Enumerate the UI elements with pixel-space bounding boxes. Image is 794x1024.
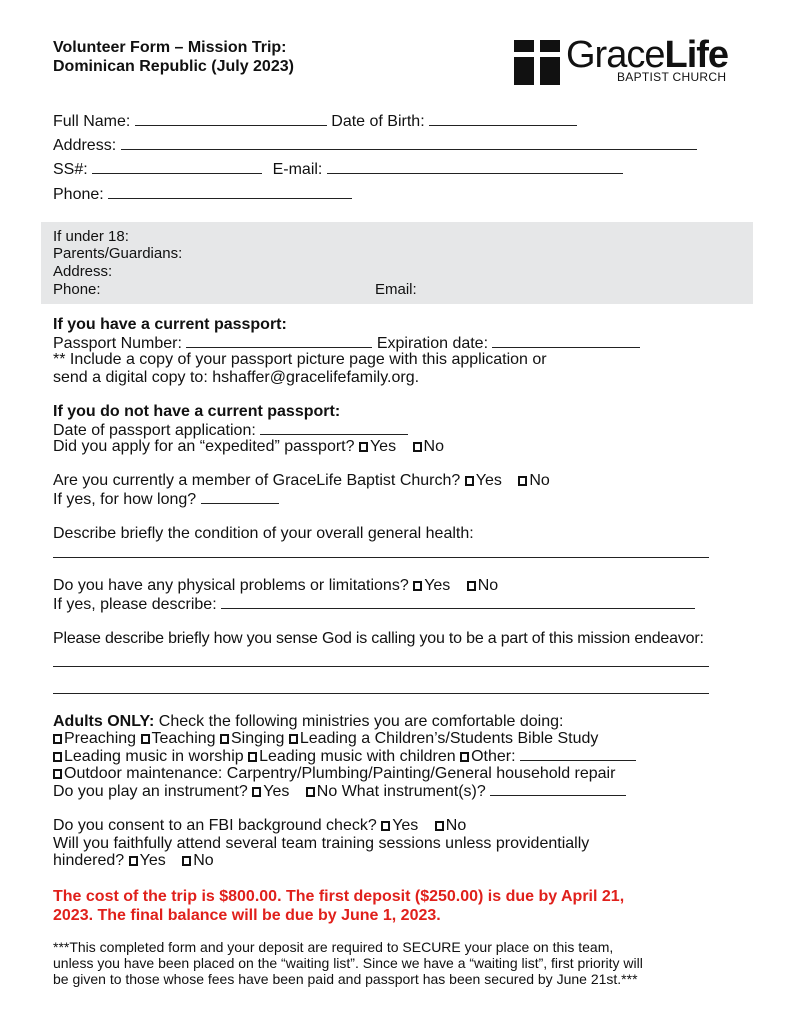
phone-row: [53, 184, 352, 205]
checkbox-icon[interactable]: [53, 752, 62, 762]
fbi-yes-option[interactable]: Yes: [381, 817, 418, 834]
checkbox-icon[interactable]: [413, 581, 422, 591]
under18-label: If under 18:: [53, 228, 129, 245]
member-question: Are you currently a member of GraceLife Baptist Church?: [53, 472, 461, 489]
cross-logo-icon: [514, 40, 560, 85]
training-yes-option[interactable]: Yes: [129, 852, 166, 869]
expiration-label: Expiration date:: [376, 335, 489, 352]
bible-study-option[interactable]: Leading a Children’s/Students Bible Study: [289, 730, 599, 747]
preaching-option[interactable]: Preaching: [53, 730, 136, 747]
checkbox-icon[interactable]: [141, 734, 150, 744]
footer-note: [53, 939, 753, 987]
logo-subtitle: BAPTIST CHURCH: [617, 70, 727, 84]
other-field[interactable]: [520, 746, 636, 761]
footer-line2: unless you have been placed on the “waiting list”. Since we have a “waiting list”, first priority will: [53, 955, 643, 971]
minor-address-label[interactable]: Address:: [53, 263, 113, 280]
checkbox-icon[interactable]: [53, 734, 62, 744]
how-long-label: If yes, for how long?: [53, 491, 197, 508]
checkbox-icon[interactable]: [413, 442, 422, 452]
adults-only-label: Adults ONLY:: [53, 713, 155, 730]
member-no-option[interactable]: No: [518, 471, 549, 491]
health-field[interactable]: [53, 557, 709, 558]
cost-notice-line2: 2023. The final balance will be due by June 1, 2023.: [53, 907, 441, 924]
ss-field[interactable]: [92, 159, 262, 174]
member-row: [53, 471, 550, 491]
calling-field-line1[interactable]: [53, 666, 709, 667]
checkbox-icon[interactable]: [53, 769, 62, 779]
application-date-label: Date of passport application:: [53, 422, 256, 439]
expiration-field[interactable]: [492, 333, 640, 348]
checkbox-icon[interactable]: [518, 476, 527, 486]
maintenance-option[interactable]: Outdoor maintenance: Carpentry/Plumbing/Painting/General household repair: [53, 765, 615, 782]
worship-music-option[interactable]: Leading music in worship: [53, 748, 244, 765]
dob-field[interactable]: [429, 111, 577, 126]
children-music-option[interactable]: Leading music with children: [248, 748, 456, 765]
checkbox-icon[interactable]: [467, 581, 476, 591]
application-date-field[interactable]: [260, 420, 408, 435]
cost-notice: [53, 887, 753, 925]
guardians-label[interactable]: Parents/Guardians:: [53, 245, 183, 262]
fbi-no-option[interactable]: No: [435, 816, 466, 836]
phone-label: Phone:: [53, 186, 104, 203]
checkbox-icon[interactable]: [248, 752, 257, 762]
email-label: E-mail:: [272, 161, 323, 178]
name-dob-row: [53, 111, 577, 132]
describe-label: If yes, please describe:: [53, 596, 217, 613]
logo-wordmark-light: Grace: [566, 34, 665, 76]
fbi-question: Do you consent to an FBI background check?: [53, 817, 377, 834]
checkbox-icon[interactable]: [306, 787, 315, 797]
expedited-row: [53, 437, 444, 457]
dob-label: Date of Birth:: [331, 113, 425, 130]
form-title-line2: Dominican Republic (July 2023): [53, 58, 294, 75]
how-long-row: [53, 489, 279, 510]
singing-option[interactable]: Singing: [220, 730, 284, 747]
describe-row: [53, 594, 695, 615]
cost-notice-line1: The cost of the trip is $800.00. The first deposit ($250.00) is due by April 21,: [53, 888, 625, 905]
passport-number-field[interactable]: [186, 333, 372, 348]
which-instrument-field[interactable]: [490, 781, 626, 796]
checkbox-icon[interactable]: [381, 821, 390, 831]
other-option[interactable]: Other:: [460, 748, 515, 765]
which-instrument-label: What instrument(s)?: [341, 783, 486, 800]
health-label: Describe briefly the condition of your overall general health:: [53, 525, 474, 542]
address-field[interactable]: [121, 135, 697, 150]
minor-phone-label[interactable]: Phone:: [53, 281, 101, 298]
phone-field[interactable]: [108, 184, 352, 199]
instrument-question: Do you play an instrument?: [53, 783, 248, 800]
how-long-field[interactable]: [201, 489, 279, 504]
form-title: [53, 38, 294, 76]
physical-question: Do you have any physical problems or limitations?: [53, 577, 409, 594]
teaching-option[interactable]: Teaching: [141, 730, 216, 747]
logo-wordmark-bold: Life: [664, 34, 729, 76]
checkbox-icon[interactable]: [359, 442, 368, 452]
passport-number-label: Passport Number:: [53, 335, 182, 352]
no-passport-heading: If you do not have a current passport:: [53, 403, 341, 420]
checkbox-icon[interactable]: [460, 752, 469, 762]
full-name-label: Full Name:: [53, 113, 131, 130]
address-row: [53, 135, 697, 156]
full-name-field[interactable]: [135, 111, 327, 126]
checkbox-icon[interactable]: [220, 734, 229, 744]
gracelife-logo: [514, 34, 746, 86]
instrument-row: [53, 781, 626, 802]
calling-label: Please describe briefly how you sense God is calling you to be a part of this mission endeavor:: [53, 630, 704, 647]
describe-field[interactable]: [221, 594, 695, 609]
ministries-intro-text: Check the following ministries you are comfortable doing:: [158, 713, 564, 730]
instrument-no-option[interactable]: No: [306, 782, 337, 802]
form-title-line1: Volunteer Form – Mission Trip:: [53, 39, 287, 56]
checkbox-icon[interactable]: [465, 476, 474, 486]
member-yes-option[interactable]: Yes: [465, 472, 502, 489]
physical-no-option[interactable]: No: [467, 576, 498, 596]
checkbox-icon[interactable]: [182, 856, 191, 866]
physical-row: [53, 576, 498, 596]
passport-note-line2: send a digital copy to: hshaffer@gracelifefamily.org.: [53, 369, 420, 386]
fbi-row: [53, 816, 466, 836]
expedited-question: Did you apply for an “expedited” passport?: [53, 438, 355, 455]
training-question-line2: hindered?: [53, 852, 125, 869]
training-question-line1: Will you faithfully attend several team training sessions unless providentially: [53, 835, 590, 852]
email-field[interactable]: [327, 159, 623, 174]
training-no-option[interactable]: No: [182, 851, 213, 871]
expedited-yes-option[interactable]: Yes: [359, 438, 396, 455]
footer-line1: ***This completed form and your deposit are required to SECURE your place on this team,: [53, 939, 614, 955]
ss-email-row: [53, 159, 623, 180]
checkbox-icon[interactable]: [129, 856, 138, 866]
calling-field-line2[interactable]: [53, 693, 709, 694]
checkbox-icon[interactable]: [289, 734, 298, 744]
have-passport-heading: If you have a current passport:: [53, 316, 287, 333]
footer-line3: be given to those whose fees have been paid and passport has been secured by June 21st.***: [53, 971, 638, 987]
passport-note-line1: ** Include a copy of your passport picture page with this application or: [53, 351, 547, 368]
instrument-yes-option[interactable]: Yes: [252, 783, 289, 800]
ss-label: SS#:: [53, 161, 88, 178]
expedited-no-option[interactable]: No: [413, 437, 444, 457]
training-row: [53, 851, 214, 871]
minor-email-label[interactable]: Email:: [375, 281, 417, 298]
physical-yes-option[interactable]: Yes: [413, 577, 450, 594]
address-label: Address:: [53, 137, 117, 154]
checkbox-icon[interactable]: [435, 821, 444, 831]
checkbox-icon[interactable]: [252, 787, 261, 797]
